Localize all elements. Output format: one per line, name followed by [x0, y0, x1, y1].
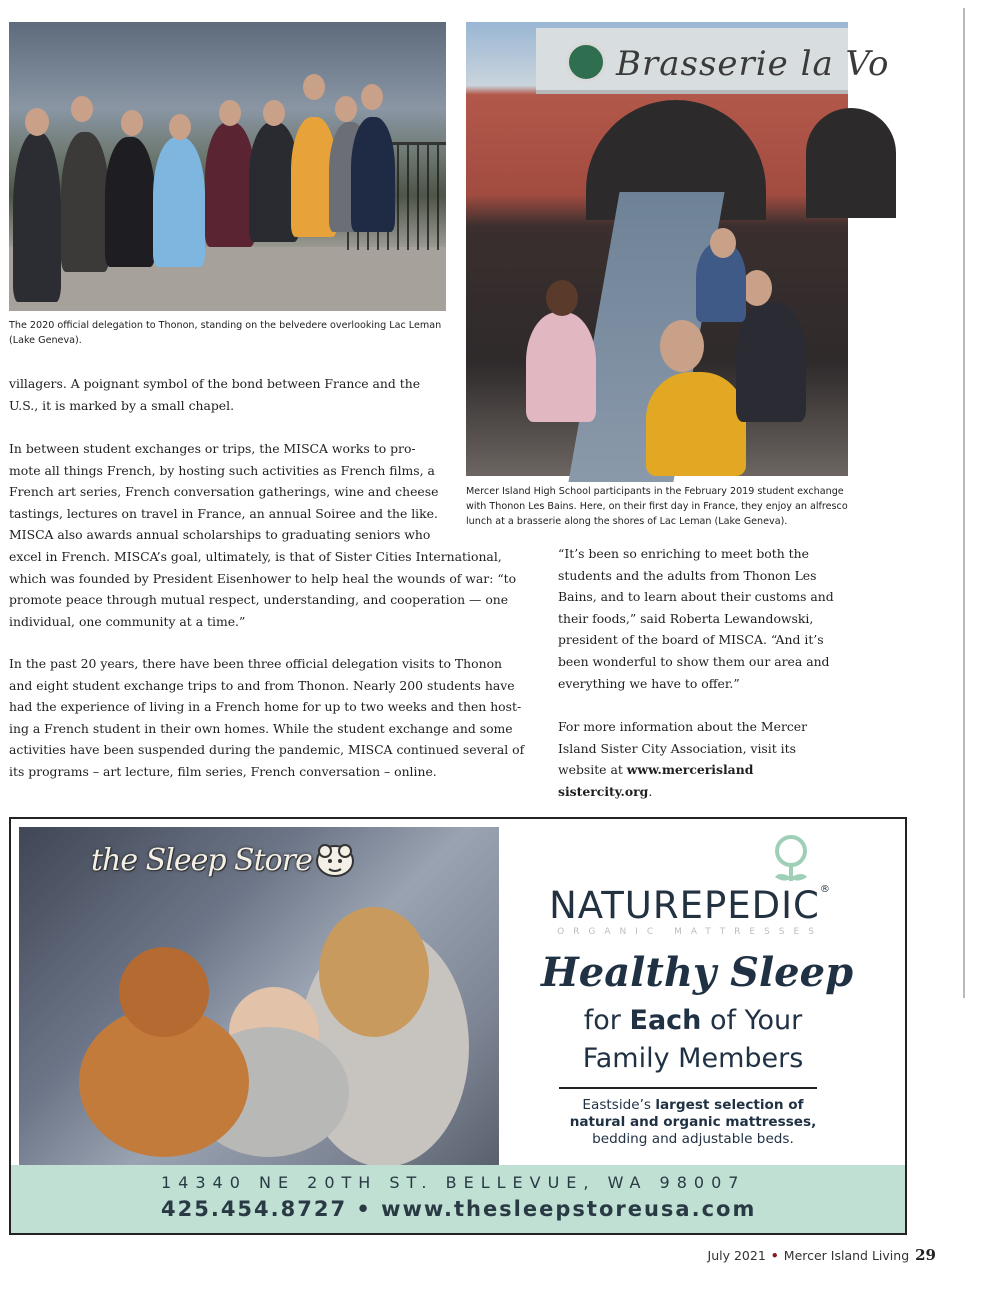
issue-date: July 2021 [707, 1248, 766, 1263]
person-head [263, 100, 285, 126]
ad-phone-website[interactable]: 425.454.8727 • www.thesleepstoreusa.com [161, 1197, 757, 1221]
sleep-store-logo: the Sleep Store [91, 843, 312, 878]
separator: • [770, 1248, 779, 1263]
person-head [121, 110, 143, 136]
website-link[interactable]: sistercity.org [558, 783, 649, 799]
person-head [710, 228, 736, 258]
person [646, 372, 746, 476]
page-number: 29 [915, 1246, 936, 1264]
sleep-store-ad [9, 817, 907, 1235]
ad-address: 14340 NE 20TH ST. BELLEVUE, WA 98007 [161, 1173, 746, 1192]
person [351, 117, 395, 232]
person [153, 137, 205, 267]
person-head [71, 96, 93, 122]
ad-contact-band [11, 1165, 905, 1233]
ad-description: natural and organic mattresses, [569, 1114, 817, 1130]
column-rule [963, 8, 965, 998]
ad-headline-line1: for Each of Your [583, 1005, 803, 1036]
person-head [219, 100, 241, 126]
person [205, 122, 255, 247]
person [61, 132, 109, 272]
person [13, 132, 61, 302]
ad-divider [559, 1087, 817, 1089]
ad-photo-mother-baby-dog [19, 827, 499, 1167]
person [736, 302, 806, 422]
ad-headline-script: Healthy Sleep [541, 949, 854, 996]
delegation-photo-caption: The 2020 official delegation to Thonon, standing on the belvedere overlooking Lac Leman (Lake Geneva). [9, 320, 442, 346]
naturepedic-brand: NATUREPEDIC® [549, 884, 831, 927]
person-head [303, 74, 325, 100]
person-head [546, 280, 578, 316]
person [526, 312, 596, 422]
ad-headline-line2: Family Members [582, 1043, 804, 1074]
person-head [361, 84, 383, 110]
dog-head [119, 947, 209, 1037]
page-footer [708, 1246, 936, 1264]
ad-description: Eastside’s largest selection of [582, 1097, 804, 1113]
person-head [660, 320, 704, 372]
person [105, 137, 155, 267]
ad-description: bedding and adjustable beds. [592, 1131, 794, 1147]
person-head [25, 108, 49, 136]
sheep-logo-icon [311, 839, 361, 881]
brasserie-sign-text: Brasserie la Vo [616, 44, 890, 84]
person-head [742, 270, 772, 306]
person-head [335, 96, 357, 122]
hair [319, 907, 429, 1037]
publication-name: Mercer Island Living [783, 1248, 910, 1263]
delegation-photo [9, 22, 446, 311]
brasserie-photo-caption: Mercer Island High School participants in the February 2019 student exchange with Thonon Les Bains. Here, on their first day in France, they enjoy an alfresco lunch at a brasserie along the shores of Lac Leman (Lake Geneva). [466, 486, 848, 527]
arch [806, 108, 896, 218]
website-link[interactable]: www.mercerisland [626, 762, 754, 778]
brasserie-logo-icon [566, 42, 606, 82]
person-head [169, 114, 191, 140]
article-quote-paragraph: “It’s been so enriching to meet both the students and the adults from Thonon Les Bains, and to learn about their customs and their foods,” said Roberta Lewandowski, president of the board of MISCA. “And it’s been wonderful to show them our area and everything we have to offer.” [558, 546, 834, 691]
naturepedic-subtitle: ORGANIC MATTRESSES [557, 927, 823, 937]
naturepedic-flower-icon [769, 833, 813, 887]
article-more-info: For more information about the Mercer Island Sister City Association, visit its website at www.mercerisland sistercity.org. [558, 719, 808, 799]
article-paragraph: In between student exchanges or trips, the MISCA works to pro- mote all things French, by hosting such activities as French films, a French art series, French conversation gatherings, wine and cheese tastings, lectures on travel in France, an annual Soiree and the like. MISCA also awards annual scholarships to graduating seniors who excel in French. MISCA’s goal, ultimately, is that of Sister Cities International, which was founded by President Eisenhower to help heal the wounds of war: “to promote peace through mutual respect, understanding, and cooperation — one individual, one community at a time.” [9, 441, 517, 629]
article-paragraph: In the past 20 years, there have been three official delegation visits to Thonon and eight student exchange trips to and from Thonon. Nearly 200 students have had the experience of living in a French home for up to two weeks and then host- ing a French student in their own homes. While the student exchange and some activities have been suspended during the pandemic, MISCA continued several of its programs – art lecture, film series, French conversation – online. [9, 656, 525, 779]
brasserie-photo [466, 22, 890, 476]
article-paragraph: villagers. A poignant symbol of the bond between France and the U.S., it is marked by a small chapel. [9, 376, 421, 413]
